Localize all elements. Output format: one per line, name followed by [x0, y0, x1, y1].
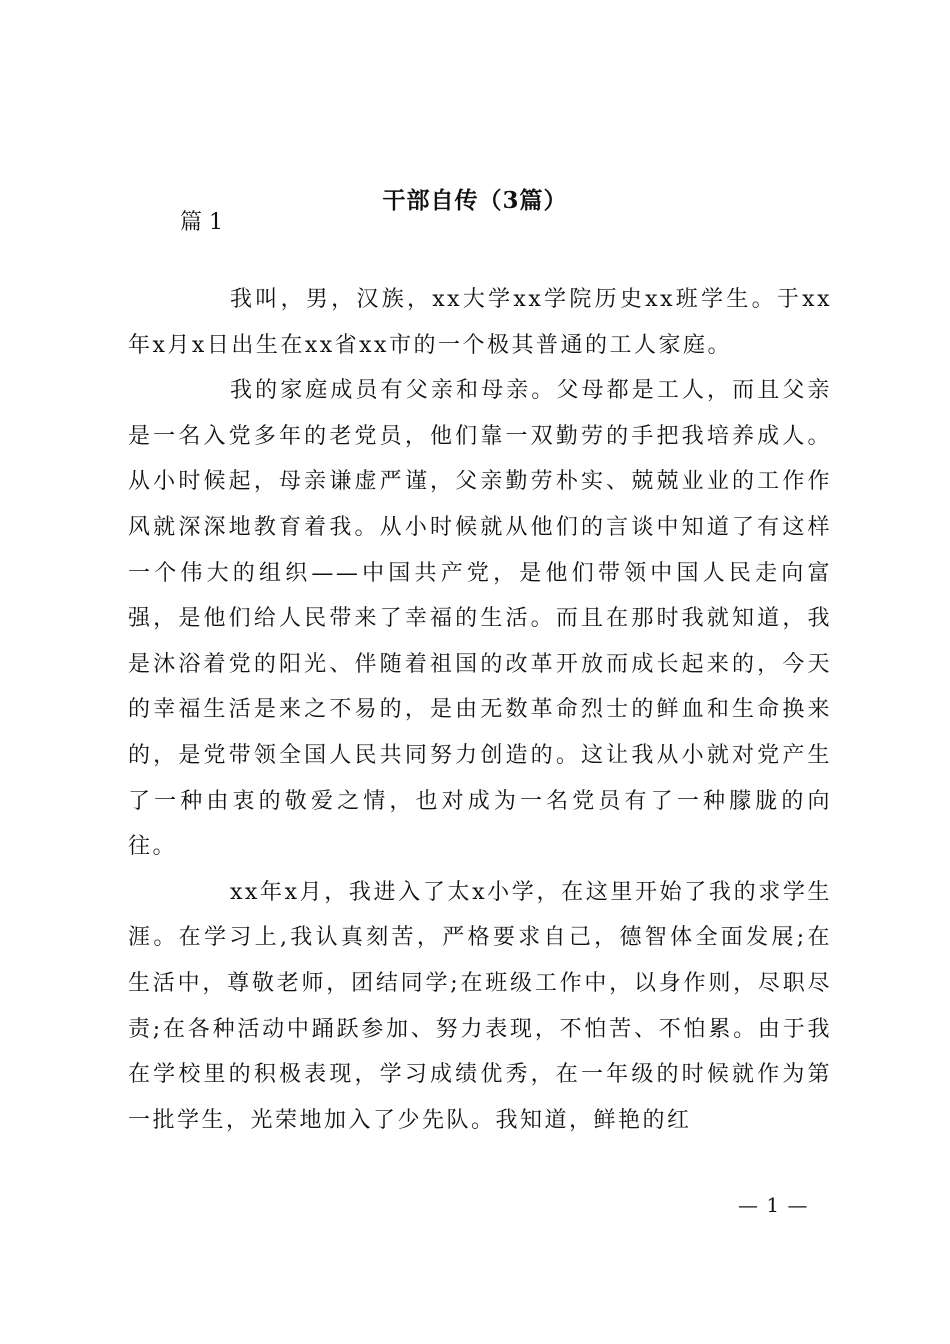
paragraph-1: 我叫，男，汉族，xx大学xx学院历史xx班学生。于xx年x月x日出生在xx省xx市的一个极其普通的工人家庭。: [128, 287, 832, 358]
document-title: 干部自传（3篇）: [382, 187, 568, 214]
body-text: [128, 277, 832, 1143]
paragraph-3: xx年x月，我进入了太x小学，在这里开始了我的求学生涯。在学习上,我认真刻苦，严格要求自己，德智体全面发展;在生活中，尊敬老师，团结同学;在班级工作中，以身作则，尽职尽责;在各种活动中踊跃参加、努力表现，不怕苦、不怕累。由于我在学校里的积极表现，学习成绩优秀，在一年级的时候就作为第一批学生，光荣地加入了少先队。我知道，鲜艳的红: [128, 879, 832, 1133]
section-label: 篇 1: [180, 210, 223, 235]
page-number: — 1 —: [738, 1193, 809, 1217]
paragraph-2: 我的家庭成员有父亲和母亲。父母都是工人，而且父亲是一名入党多年的老党员，他们靠一双勤劳的手把我培养成人。从小时候起，母亲谦虚严谨，父亲勤劳朴实、兢兢业业的工作作风就深深地教育着我。从小时候就从他们的言谈中知道了有这样一个伟大的组织——中国共产党，是他们带领中国人民走向富强，是他们给人民带来了幸福的生活。而且在那时我就知道，我是沐浴着党的阳光、伴随着祖国的改革开放而成长起来的，今天的幸福生活是来之不易的，是由无数革命烈士的鲜血和生命换来的，是党带领全国人民共同努力创造的。这让我从小就对党产生了一种由衷的敬爱之情，也对成为一名党员有了一种朦胧的向往。: [128, 378, 832, 860]
